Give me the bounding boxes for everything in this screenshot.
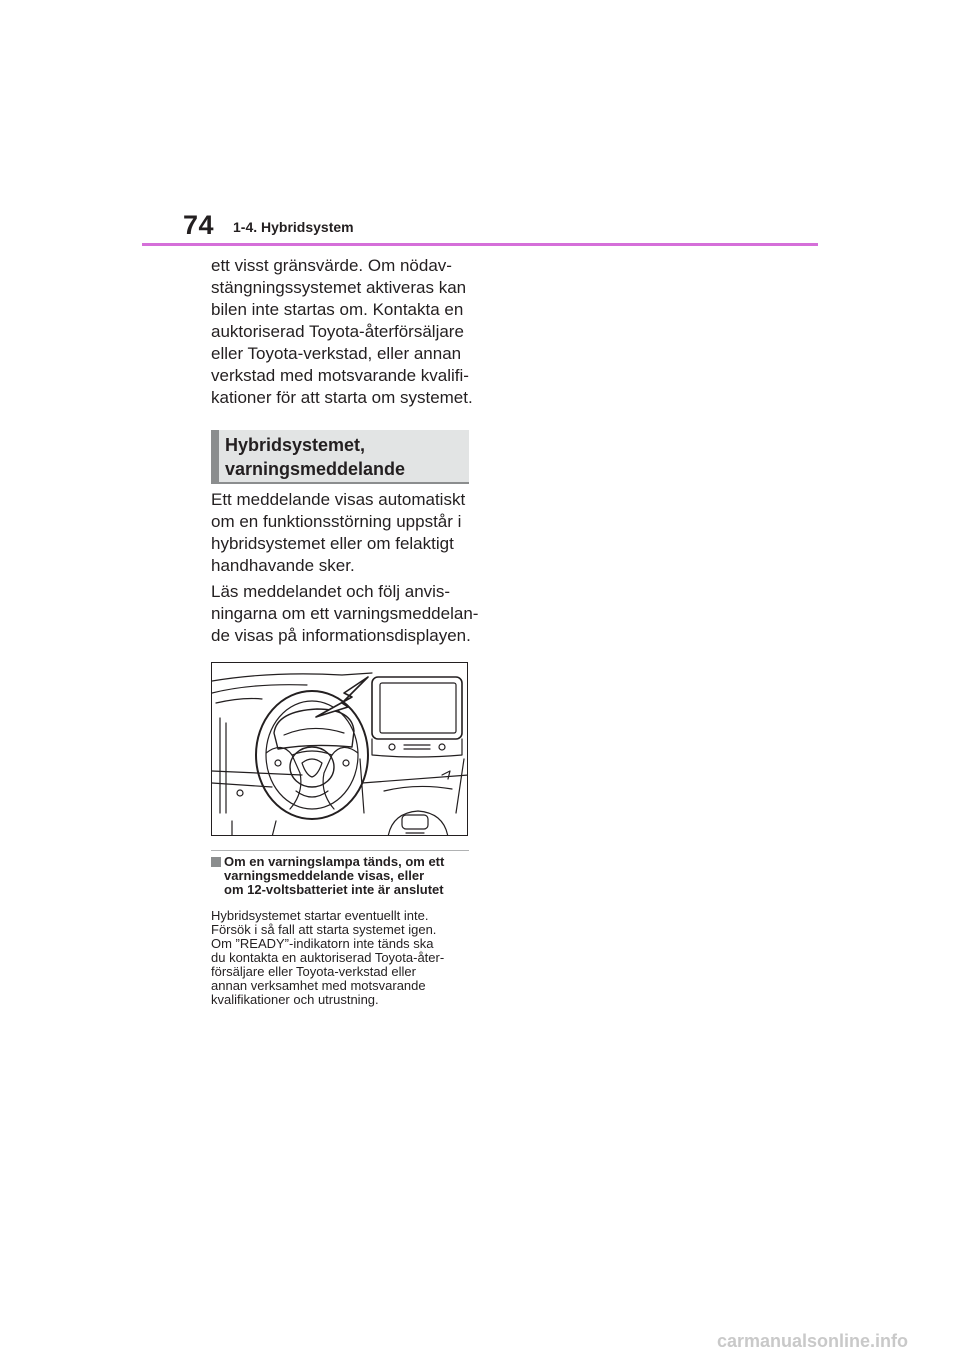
- dashboard-line: [362, 775, 468, 783]
- page-number: 74: [183, 210, 215, 240]
- heading-line: [211, 855, 481, 869]
- text-line: ett visst gränsvärde. Om nödav-: [211, 256, 452, 275]
- text-line: försäljare eller Toyota-verkstad eller: [211, 964, 416, 979]
- heading-line: varningsmeddelande visas, eller: [224, 868, 425, 883]
- text-line: kvalifikationer och utrustning.: [211, 992, 379, 1007]
- heading-line: Hybridsystemet,: [225, 435, 366, 455]
- text-line: Läs meddelandet och följ anvis-: [211, 582, 451, 601]
- center-console: [360, 759, 464, 813]
- gear-shifter-icon: [388, 811, 448, 836]
- steering-wheel-icon: [256, 691, 368, 819]
- text-line: ningarna om ett varningsmeddelan-: [211, 604, 479, 623]
- section-title: 1-4. Hybridsystem: [233, 219, 354, 235]
- watermark: carmanualsonline.info: [717, 1331, 909, 1351]
- dashboard-line: [212, 673, 372, 681]
- text-line: Om ”READY”-indikatorn inte tänds ska: [211, 936, 434, 951]
- header-rule: [142, 243, 818, 246]
- dashboard-illustration: [211, 662, 468, 836]
- text-line: handhavande sker.: [211, 556, 355, 575]
- text-line: eller Toyota-verkstad, eller annan: [211, 344, 462, 363]
- text-line: auktoriserad Toyota-återförsäljare: [211, 322, 464, 341]
- section-heading-text: [225, 433, 405, 481]
- door-panel: [220, 718, 226, 813]
- console-line: [384, 786, 452, 791]
- square-bullet-icon: [211, 857, 221, 867]
- console-icon: [442, 771, 450, 779]
- text-line: om en funktionsstörning uppstår i: [211, 512, 462, 531]
- text-line: du kontakta en auktoriserad Toyota-åter-: [211, 950, 445, 965]
- text-line: bilen inte startas om. Kontakta en: [211, 300, 464, 319]
- text-line: Ett meddelande visas automatiskt: [211, 490, 466, 509]
- subsection-rule: [211, 850, 469, 851]
- dashboard-line: [212, 685, 307, 693]
- center-display-icon: [372, 677, 462, 757]
- text-line: Hybridsystemet startar eventuellt inte.: [211, 908, 429, 923]
- text-line: Försök i så fall att starta systemet igen.: [211, 922, 437, 937]
- dashboard-line: [216, 699, 262, 704]
- intro-paragraph: [211, 255, 481, 409]
- text-line: kationer för att starta om systemet.: [211, 388, 473, 407]
- heading-line: varningsmeddelande: [225, 459, 406, 479]
- text-line: annan verksamhet med motsvarande: [211, 978, 426, 993]
- text-line: hybridsystemet eller om felaktigt: [211, 534, 454, 553]
- pointer-arrow-icon: [316, 677, 368, 717]
- section-heading: [211, 430, 469, 484]
- heading-line-text: Om en varningslampa tänds, om ett: [224, 854, 445, 869]
- subsection-heading: [211, 855, 481, 897]
- note-paragraph: [211, 909, 481, 1007]
- instrument-cluster-icon: [274, 709, 354, 749]
- heading-bar: [211, 430, 219, 482]
- text-line: stängningssystemet aktiveras kan: [211, 278, 467, 297]
- paragraph-1: [211, 489, 481, 577]
- heading-line: om 12-voltsbatteriet inte är anslutet: [224, 882, 444, 897]
- left-vent: [237, 790, 243, 796]
- paragraph-2: [211, 581, 481, 647]
- text-line: verkstad med motsvarande kvalifi-: [211, 366, 469, 385]
- text-line: de visas på informationsdisplayen.: [211, 626, 471, 645]
- lower-panel: [232, 821, 276, 836]
